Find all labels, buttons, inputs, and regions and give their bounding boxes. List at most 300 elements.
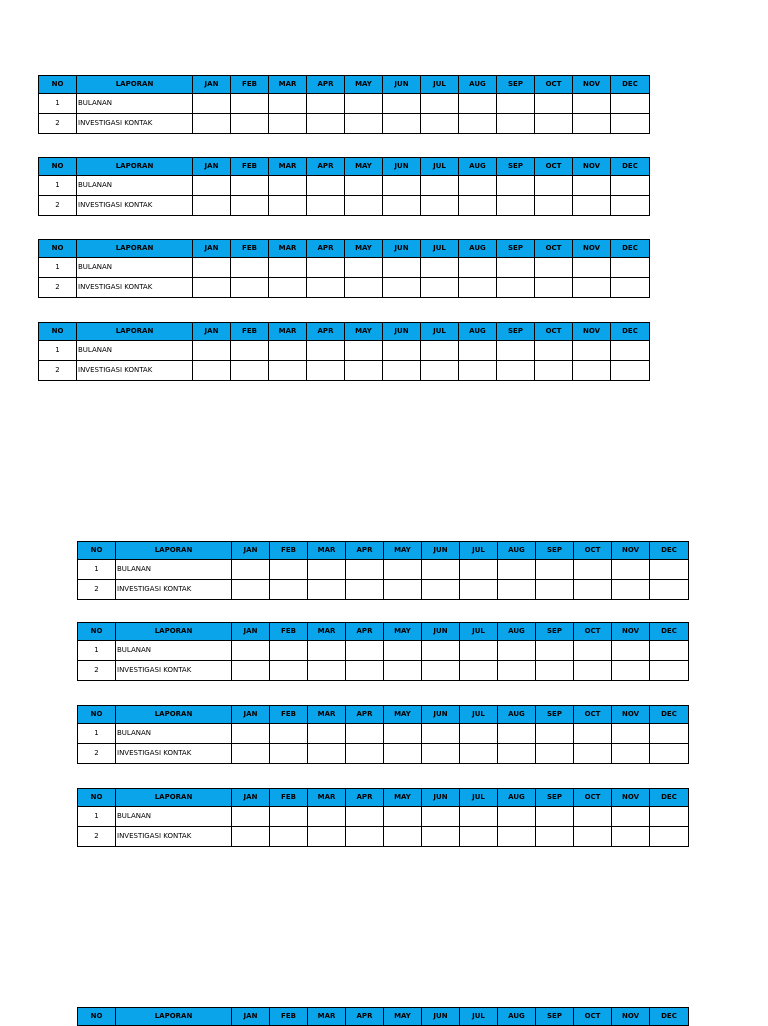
month-cell-jan[interactable] — [193, 94, 231, 114]
month-cell-aug[interactable] — [498, 724, 536, 744]
month-cell-nov[interactable] — [573, 341, 611, 361]
column-header-aug: AUG — [498, 623, 536, 641]
month-cell-dec[interactable] — [611, 196, 650, 216]
month-cell-apr[interactable] — [346, 641, 384, 661]
month-cell-may[interactable] — [384, 641, 422, 661]
month-cell-jan[interactable] — [193, 258, 231, 278]
month-cell-jul[interactable] — [421, 196, 459, 216]
month-cell-apr[interactable] — [307, 114, 345, 134]
column-header-jun: JUN — [422, 1008, 460, 1026]
month-cell-dec[interactable] — [611, 278, 650, 298]
month-cell-sep[interactable] — [536, 744, 574, 764]
column-header-no: NO — [39, 323, 77, 341]
month-cell-may[interactable] — [345, 361, 383, 381]
report-table — [38, 322, 650, 381]
table-row — [39, 278, 650, 298]
month-cell-jan[interactable] — [193, 361, 231, 381]
month-cell-oct[interactable] — [535, 278, 573, 298]
month-cell-aug[interactable] — [459, 361, 497, 381]
column-header-no: NO — [78, 789, 116, 807]
row-number-cell: 2 — [39, 114, 77, 134]
column-header-dec: DEC — [650, 706, 689, 724]
column-header-jun: JUN — [383, 323, 421, 341]
month-cell-apr[interactable] — [346, 580, 384, 600]
month-cell-jan[interactable] — [193, 278, 231, 298]
month-cell-jan[interactable] — [193, 341, 231, 361]
month-cell-sep[interactable] — [497, 258, 535, 278]
column-header-aug: AUG — [459, 76, 497, 94]
month-cell-aug[interactable] — [459, 94, 497, 114]
month-cell-apr[interactable] — [346, 724, 384, 744]
month-cell-feb[interactable] — [231, 278, 269, 298]
month-cell-dec[interactable] — [650, 724, 689, 744]
month-cell-may[interactable] — [384, 744, 422, 764]
month-cell-jul[interactable] — [460, 827, 498, 847]
month-cell-jan[interactable] — [193, 196, 231, 216]
month-cell-jan[interactable] — [232, 641, 270, 661]
month-cell-nov[interactable] — [612, 641, 650, 661]
column-header-mar: MAR — [308, 542, 346, 560]
month-cell-apr[interactable] — [346, 744, 384, 764]
month-cell-nov[interactable] — [612, 560, 650, 580]
month-cell-nov[interactable] — [573, 278, 611, 298]
month-cell-nov[interactable] — [612, 661, 650, 681]
month-cell-aug[interactable] — [459, 278, 497, 298]
month-cell-may[interactable] — [384, 807, 422, 827]
month-cell-apr[interactable] — [307, 258, 345, 278]
month-cell-dec[interactable] — [650, 744, 689, 764]
month-cell-jun[interactable] — [422, 661, 460, 681]
column-header-laporan: LAPORAN — [116, 706, 232, 724]
month-cell-may[interactable] — [345, 114, 383, 134]
month-cell-jul[interactable] — [460, 807, 498, 827]
month-cell-oct[interactable] — [535, 176, 573, 196]
month-cell-mar[interactable] — [269, 94, 307, 114]
month-cell-jun[interactable] — [422, 807, 460, 827]
month-cell-dec[interactable] — [650, 580, 689, 600]
column-header-jan: JAN — [232, 542, 270, 560]
column-header-sep: SEP — [536, 706, 574, 724]
month-cell-nov[interactable] — [573, 176, 611, 196]
column-header-jun: JUN — [422, 706, 460, 724]
column-header-sep: SEP — [497, 323, 535, 341]
month-cell-mar[interactable] — [308, 724, 346, 744]
table-row — [39, 341, 650, 361]
month-cell-mar[interactable] — [269, 176, 307, 196]
column-header-feb: FEB — [270, 706, 308, 724]
column-header-jan: JAN — [193, 240, 231, 258]
month-cell-apr[interactable] — [307, 361, 345, 381]
month-cell-oct[interactable] — [535, 94, 573, 114]
month-cell-mar[interactable] — [308, 580, 346, 600]
month-cell-nov[interactable] — [612, 724, 650, 744]
column-header-apr: APR — [346, 623, 384, 641]
month-cell-dec[interactable] — [650, 560, 689, 580]
month-cell-sep[interactable] — [497, 196, 535, 216]
month-cell-jun[interactable] — [383, 196, 421, 216]
month-cell-oct[interactable] — [574, 641, 612, 661]
month-cell-oct[interactable] — [535, 361, 573, 381]
month-cell-nov[interactable] — [573, 94, 611, 114]
month-cell-sep[interactable] — [497, 361, 535, 381]
month-cell-feb[interactable] — [270, 580, 308, 600]
table-header-row — [78, 789, 689, 807]
laporan-cell: BULANAN — [77, 94, 193, 114]
month-cell-mar[interactable] — [308, 827, 346, 847]
month-cell-jan[interactable] — [232, 560, 270, 580]
month-cell-jun[interactable] — [422, 641, 460, 661]
column-header-mar: MAR — [308, 623, 346, 641]
column-header-no: NO — [78, 623, 116, 641]
month-cell-jul[interactable] — [421, 94, 459, 114]
month-cell-aug[interactable] — [498, 580, 536, 600]
month-cell-dec[interactable] — [650, 827, 689, 847]
month-cell-jun[interactable] — [422, 724, 460, 744]
column-header-sep: SEP — [536, 623, 574, 641]
column-header-jan: JAN — [232, 1008, 270, 1026]
column-header-sep: SEP — [536, 1008, 574, 1026]
table-row — [78, 661, 689, 681]
month-cell-apr[interactable] — [346, 827, 384, 847]
month-cell-aug[interactable] — [498, 744, 536, 764]
month-cell-nov[interactable] — [573, 361, 611, 381]
month-cell-mar[interactable] — [308, 641, 346, 661]
month-cell-nov[interactable] — [573, 196, 611, 216]
month-cell-aug[interactable] — [498, 641, 536, 661]
table-row — [78, 724, 689, 744]
month-cell-aug[interactable] — [498, 560, 536, 580]
month-cell-jul[interactable] — [460, 580, 498, 600]
column-header-sep: SEP — [497, 240, 535, 258]
month-cell-sep[interactable] — [536, 724, 574, 744]
month-cell-jan[interactable] — [232, 807, 270, 827]
month-cell-aug[interactable] — [498, 827, 536, 847]
column-header-aug: AUG — [459, 158, 497, 176]
column-header-dec: DEC — [611, 158, 650, 176]
column-header-mar: MAR — [269, 323, 307, 341]
month-cell-apr[interactable] — [307, 278, 345, 298]
month-cell-jan[interactable] — [232, 580, 270, 600]
month-cell-feb[interactable] — [231, 361, 269, 381]
month-cell-may[interactable] — [384, 661, 422, 681]
month-cell-aug[interactable] — [459, 258, 497, 278]
month-cell-feb[interactable] — [270, 807, 308, 827]
column-header-aug: AUG — [498, 789, 536, 807]
month-cell-sep[interactable] — [497, 176, 535, 196]
month-cell-jan[interactable] — [193, 176, 231, 196]
row-number-cell: 1 — [39, 258, 77, 278]
month-cell-apr[interactable] — [346, 807, 384, 827]
column-header-sep: SEP — [536, 789, 574, 807]
column-header-jul: JUL — [460, 706, 498, 724]
table-header-row — [78, 706, 689, 724]
row-number-cell: 2 — [39, 196, 77, 216]
month-cell-oct[interactable] — [574, 724, 612, 744]
laporan-cell: BULANAN — [116, 560, 232, 580]
month-cell-feb[interactable] — [231, 176, 269, 196]
column-header-apr: APR — [307, 158, 345, 176]
laporan-cell: INVESTIGASI KONTAK — [77, 114, 193, 134]
month-cell-sep[interactable] — [536, 827, 574, 847]
column-header-may: MAY — [384, 789, 422, 807]
month-cell-feb[interactable] — [231, 258, 269, 278]
column-header-laporan: LAPORAN — [116, 1008, 232, 1026]
table-row — [78, 744, 689, 764]
column-header-dec: DEC — [650, 542, 689, 560]
month-cell-mar[interactable] — [308, 744, 346, 764]
column-header-nov: NOV — [612, 542, 650, 560]
column-header-dec: DEC — [650, 789, 689, 807]
month-cell-jul[interactable] — [460, 641, 498, 661]
month-cell-sep[interactable] — [497, 341, 535, 361]
month-cell-apr[interactable] — [307, 341, 345, 361]
month-cell-oct[interactable] — [535, 341, 573, 361]
month-cell-dec[interactable] — [650, 641, 689, 661]
report-table — [38, 239, 650, 298]
month-cell-feb[interactable] — [270, 827, 308, 847]
month-cell-oct[interactable] — [574, 744, 612, 764]
month-cell-mar[interactable] — [269, 114, 307, 134]
column-header-jan: JAN — [232, 623, 270, 641]
table-row — [39, 176, 650, 196]
table-header-row — [78, 542, 689, 560]
month-cell-jun[interactable] — [383, 94, 421, 114]
month-cell-may[interactable] — [345, 278, 383, 298]
month-cell-jan[interactable] — [232, 724, 270, 744]
month-cell-jul[interactable] — [421, 278, 459, 298]
month-cell-feb[interactable] — [270, 560, 308, 580]
month-cell-may[interactable] — [345, 176, 383, 196]
column-header-nov: NOV — [612, 789, 650, 807]
row-number-cell: 1 — [39, 341, 77, 361]
month-cell-apr[interactable] — [307, 176, 345, 196]
month-cell-jan[interactable] — [193, 114, 231, 134]
month-cell-feb[interactable] — [270, 744, 308, 764]
month-cell-feb[interactable] — [231, 114, 269, 134]
month-cell-feb[interactable] — [270, 724, 308, 744]
column-header-sep: SEP — [497, 76, 535, 94]
row-number-cell: 1 — [78, 560, 116, 580]
column-header-no: NO — [78, 706, 116, 724]
month-cell-feb[interactable] — [231, 94, 269, 114]
month-cell-mar[interactable] — [269, 278, 307, 298]
month-cell-may[interactable] — [345, 196, 383, 216]
table-row — [39, 361, 650, 381]
month-cell-jun[interactable] — [422, 744, 460, 764]
month-cell-dec[interactable] — [650, 807, 689, 827]
month-cell-sep[interactable] — [536, 560, 574, 580]
month-cell-jun[interactable] — [383, 341, 421, 361]
column-header-may: MAY — [345, 323, 383, 341]
month-cell-feb[interactable] — [231, 196, 269, 216]
table-row — [39, 94, 650, 114]
laporan-cell: BULANAN — [116, 807, 232, 827]
month-cell-jan[interactable] — [232, 661, 270, 681]
month-cell-jun[interactable] — [383, 176, 421, 196]
table-row — [78, 641, 689, 661]
column-header-apr: APR — [346, 706, 384, 724]
month-cell-jan[interactable] — [232, 827, 270, 847]
column-header-laporan: LAPORAN — [116, 542, 232, 560]
month-cell-jul[interactable] — [460, 744, 498, 764]
month-cell-sep[interactable] — [536, 661, 574, 681]
month-cell-oct[interactable] — [535, 114, 573, 134]
month-cell-nov[interactable] — [573, 258, 611, 278]
month-cell-may[interactable] — [384, 560, 422, 580]
column-header-feb: FEB — [270, 542, 308, 560]
column-header-apr: APR — [346, 542, 384, 560]
column-header-no: NO — [78, 542, 116, 560]
month-cell-sep[interactable] — [536, 580, 574, 600]
column-header-mar: MAR — [269, 240, 307, 258]
month-cell-oct[interactable] — [574, 827, 612, 847]
column-header-oct: OCT — [535, 76, 573, 94]
report-table — [38, 75, 650, 134]
month-cell-may[interactable] — [384, 827, 422, 847]
month-cell-may[interactable] — [384, 580, 422, 600]
month-cell-jan[interactable] — [232, 744, 270, 764]
month-cell-nov[interactable] — [612, 744, 650, 764]
month-cell-mar[interactable] — [269, 258, 307, 278]
month-cell-sep[interactable] — [497, 278, 535, 298]
month-cell-oct[interactable] — [574, 807, 612, 827]
table-header-row — [39, 323, 650, 341]
month-cell-sep[interactable] — [536, 641, 574, 661]
month-cell-jul[interactable] — [460, 661, 498, 681]
month-cell-may[interactable] — [345, 94, 383, 114]
month-cell-nov[interactable] — [612, 580, 650, 600]
column-header-apr: APR — [307, 323, 345, 341]
column-header-laporan: LAPORAN — [77, 76, 193, 94]
column-header-feb: FEB — [231, 240, 269, 258]
month-cell-may[interactable] — [345, 258, 383, 278]
column-header-jul: JUL — [460, 1008, 498, 1026]
month-cell-nov[interactable] — [612, 827, 650, 847]
month-cell-dec[interactable] — [611, 114, 650, 134]
month-cell-apr[interactable] — [346, 560, 384, 580]
month-cell-jun[interactable] — [422, 580, 460, 600]
month-cell-jun[interactable] — [383, 278, 421, 298]
month-cell-oct[interactable] — [574, 661, 612, 681]
month-cell-dec[interactable] — [611, 361, 650, 381]
month-cell-mar[interactable] — [269, 361, 307, 381]
laporan-cell: INVESTIGASI KONTAK — [116, 661, 232, 681]
laporan-cell: INVESTIGASI KONTAK — [77, 196, 193, 216]
column-header-jan: JAN — [193, 323, 231, 341]
month-cell-apr[interactable] — [307, 196, 345, 216]
month-cell-aug[interactable] — [498, 661, 536, 681]
month-cell-feb[interactable] — [231, 341, 269, 361]
month-cell-jul[interactable] — [460, 724, 498, 744]
month-cell-oct[interactable] — [535, 196, 573, 216]
month-cell-jul[interactable] — [421, 361, 459, 381]
column-header-oct: OCT — [574, 789, 612, 807]
month-cell-dec[interactable] — [611, 341, 650, 361]
month-cell-apr[interactable] — [346, 661, 384, 681]
column-header-aug: AUG — [498, 706, 536, 724]
month-cell-dec[interactable] — [611, 258, 650, 278]
month-cell-jun[interactable] — [383, 114, 421, 134]
month-cell-feb[interactable] — [270, 641, 308, 661]
table-row — [78, 580, 689, 600]
month-cell-mar[interactable] — [308, 560, 346, 580]
laporan-cell: INVESTIGASI KONTAK — [116, 744, 232, 764]
column-header-aug: AUG — [459, 323, 497, 341]
month-cell-sep[interactable] — [536, 807, 574, 827]
row-number-cell: 1 — [78, 724, 116, 744]
month-cell-aug[interactable] — [459, 196, 497, 216]
month-cell-may[interactable] — [345, 341, 383, 361]
month-cell-mar[interactable] — [308, 807, 346, 827]
report-table — [77, 788, 689, 847]
month-cell-sep[interactable] — [497, 114, 535, 134]
column-header-jan: JAN — [232, 706, 270, 724]
month-cell-aug[interactable] — [459, 114, 497, 134]
month-cell-jul[interactable] — [421, 176, 459, 196]
row-number-cell: 2 — [78, 661, 116, 681]
month-cell-jun[interactable] — [383, 258, 421, 278]
month-cell-nov[interactable] — [612, 807, 650, 827]
row-number-cell: 2 — [39, 361, 77, 381]
month-cell-aug[interactable] — [498, 807, 536, 827]
month-cell-jun[interactable] — [422, 827, 460, 847]
month-cell-jun[interactable] — [383, 361, 421, 381]
table-row — [39, 258, 650, 278]
column-header-laporan: LAPORAN — [77, 240, 193, 258]
laporan-cell: BULANAN — [77, 258, 193, 278]
column-header-oct: OCT — [535, 240, 573, 258]
column-header-laporan: LAPORAN — [116, 623, 232, 641]
column-header-jul: JUL — [460, 542, 498, 560]
month-cell-dec[interactable] — [650, 661, 689, 681]
column-header-jun: JUN — [383, 158, 421, 176]
report-table — [77, 705, 689, 764]
column-header-dec: DEC — [650, 1008, 689, 1026]
column-header-no: NO — [39, 240, 77, 258]
column-header-nov: NOV — [573, 76, 611, 94]
column-header-oct: OCT — [574, 623, 612, 641]
month-cell-nov[interactable] — [573, 114, 611, 134]
month-cell-oct[interactable] — [574, 580, 612, 600]
month-cell-jul[interactable] — [460, 560, 498, 580]
month-cell-mar[interactable] — [269, 341, 307, 361]
table-row — [78, 560, 689, 580]
month-cell-jul[interactable] — [421, 114, 459, 134]
month-cell-jun[interactable] — [422, 560, 460, 580]
month-cell-mar[interactable] — [308, 661, 346, 681]
month-cell-dec[interactable] — [611, 94, 650, 114]
month-cell-jul[interactable] — [421, 341, 459, 361]
month-cell-sep[interactable] — [497, 94, 535, 114]
month-cell-aug[interactable] — [459, 176, 497, 196]
month-cell-aug[interactable] — [459, 341, 497, 361]
column-header-feb: FEB — [231, 158, 269, 176]
report-table — [77, 1007, 689, 1026]
column-header-no: NO — [78, 1008, 116, 1026]
month-cell-mar[interactable] — [269, 196, 307, 216]
month-cell-feb[interactable] — [270, 661, 308, 681]
column-header-jul: JUL — [421, 240, 459, 258]
month-cell-may[interactable] — [384, 724, 422, 744]
column-header-dec: DEC — [611, 76, 650, 94]
month-cell-oct[interactable] — [574, 560, 612, 580]
month-cell-apr[interactable] — [307, 94, 345, 114]
month-cell-oct[interactable] — [535, 258, 573, 278]
column-header-nov: NOV — [573, 323, 611, 341]
month-cell-jul[interactable] — [421, 258, 459, 278]
laporan-cell: BULANAN — [77, 176, 193, 196]
month-cell-dec[interactable] — [611, 176, 650, 196]
